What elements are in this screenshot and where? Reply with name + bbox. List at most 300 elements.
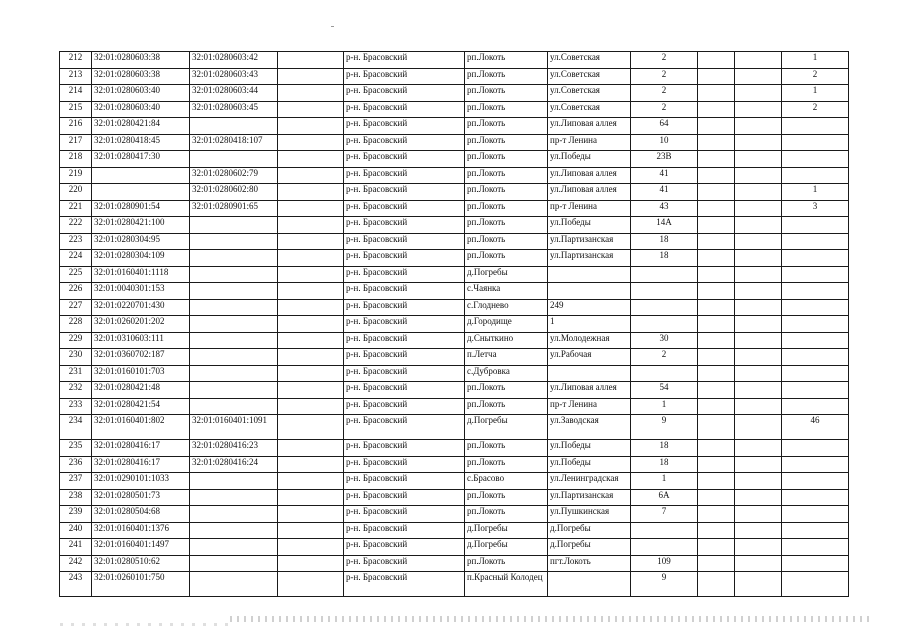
empty-cell	[735, 456, 782, 473]
row-number-cell: 232	[60, 382, 92, 399]
empty-cell	[698, 134, 735, 151]
table-row	[60, 85, 849, 102]
count-cell	[782, 506, 849, 523]
row-number-cell: 243	[60, 572, 92, 597]
settlement-cell: рп.Локоть	[465, 68, 548, 85]
cadastral-object-cell: 32:01:0280603:44	[190, 85, 278, 102]
row-number-cell: 235	[60, 440, 92, 457]
count-cell	[782, 217, 849, 234]
count-cell	[782, 398, 849, 415]
table-row	[60, 349, 849, 366]
street-cell: 1	[548, 316, 631, 333]
cadastral-parcel-cell: 32:01:0280603:40	[92, 101, 190, 118]
empty-cell	[735, 440, 782, 457]
district-cell: р-н. Брасовский	[344, 415, 465, 440]
empty-cell	[698, 167, 735, 184]
empty-cell	[735, 85, 782, 102]
empty-cell	[735, 332, 782, 349]
house-number-cell: 9	[631, 415, 698, 440]
table-row	[60, 200, 849, 217]
empty-cell	[278, 134, 344, 151]
district-cell: р-н. Брасовский	[344, 365, 465, 382]
table-row	[60, 52, 849, 69]
street-cell: ул.Партизанская	[548, 489, 631, 506]
row-number-cell: 213	[60, 68, 92, 85]
street-cell: пгт.Локоть	[548, 555, 631, 572]
street-cell	[548, 266, 631, 283]
cadastral-object-cell	[190, 398, 278, 415]
empty-cell	[735, 167, 782, 184]
table-row	[60, 522, 849, 539]
empty-cell	[698, 456, 735, 473]
row-number-cell: 216	[60, 118, 92, 135]
table-row	[60, 217, 849, 234]
cadastral-parcel-cell: 32:01:0260201:202	[92, 316, 190, 333]
cadastral-parcel-cell: 32:01:0280304:95	[92, 233, 190, 250]
cadastral-parcel-cell: 32:01:0280603:38	[92, 68, 190, 85]
cadastral-parcel-cell: 32:01:0280416:17	[92, 440, 190, 457]
settlement-cell: п.Летча	[465, 349, 548, 366]
table-row	[60, 233, 849, 250]
table-row	[60, 555, 849, 572]
house-number-cell: 1	[631, 398, 698, 415]
street-cell: ул.Советская	[548, 101, 631, 118]
empty-cell	[735, 217, 782, 234]
settlement-cell: с.Чаянка	[465, 283, 548, 300]
settlement-cell: рп.Локоть	[465, 506, 548, 523]
cadastral-object-cell	[190, 382, 278, 399]
street-cell: ул.Липовая аллея	[548, 382, 631, 399]
district-cell: р-н. Брасовский	[344, 200, 465, 217]
district-cell: р-н. Брасовский	[344, 332, 465, 349]
street-cell	[548, 572, 631, 597]
house-number-cell: 1	[631, 473, 698, 490]
empty-cell	[698, 555, 735, 572]
house-number-cell	[631, 539, 698, 556]
street-cell: ул.Советская	[548, 85, 631, 102]
district-cell: р-н. Брасовский	[344, 118, 465, 135]
row-number-cell: 237	[60, 473, 92, 490]
table-row	[60, 167, 849, 184]
count-cell	[782, 456, 849, 473]
cadastral-parcel-cell: 32:01:0280603:38	[92, 52, 190, 69]
district-cell: р-н. Брасовский	[344, 316, 465, 333]
cadastral-parcel-cell: 32:01:0280501:73	[92, 489, 190, 506]
cadastral-parcel-cell: 32:01:0280421:48	[92, 382, 190, 399]
house-number-cell: 41	[631, 167, 698, 184]
count-cell	[782, 555, 849, 572]
empty-cell	[278, 167, 344, 184]
house-number-cell: 109	[631, 555, 698, 572]
row-number-cell: 219	[60, 167, 92, 184]
street-cell: ул.Липовая аллея	[548, 167, 631, 184]
settlement-cell: рп.Локоть	[465, 489, 548, 506]
cadastral-object-cell	[190, 217, 278, 234]
count-cell	[782, 349, 849, 366]
empty-cell	[735, 299, 782, 316]
empty-cell	[735, 489, 782, 506]
house-number-cell: 30	[631, 332, 698, 349]
empty-cell	[698, 200, 735, 217]
empty-cell	[735, 522, 782, 539]
cadastral-parcel-cell: 32:01:0280417:30	[92, 151, 190, 168]
empty-cell	[698, 473, 735, 490]
empty-cell	[735, 365, 782, 382]
empty-cell	[735, 415, 782, 440]
cadastral-parcel-cell: 32:01:0280416:17	[92, 456, 190, 473]
street-cell: ул.Липовая аллея	[548, 184, 631, 201]
count-cell: 1	[782, 184, 849, 201]
street-cell: ул.Липовая аллея	[548, 118, 631, 135]
empty-cell	[698, 506, 735, 523]
empty-cell	[278, 382, 344, 399]
count-cell	[782, 266, 849, 283]
empty-cell	[278, 200, 344, 217]
cadastral-object-cell: 32:01:0160401:1091	[190, 415, 278, 440]
row-number-cell: 225	[60, 266, 92, 283]
row-number-cell: 222	[60, 217, 92, 234]
empty-cell	[278, 473, 344, 490]
row-number-cell: 233	[60, 398, 92, 415]
row-number-cell: 218	[60, 151, 92, 168]
house-number-cell: 2	[631, 101, 698, 118]
row-number-cell: 224	[60, 250, 92, 267]
table-row	[60, 398, 849, 415]
settlement-cell: рп.Локоть	[465, 398, 548, 415]
settlement-cell: рп.Локоть	[465, 200, 548, 217]
settlement-cell: п.Красный Колодец	[465, 572, 548, 597]
count-cell	[782, 473, 849, 490]
street-cell: д.Погребы	[548, 539, 631, 556]
empty-cell	[278, 118, 344, 135]
empty-cell	[698, 184, 735, 201]
count-cell	[782, 316, 849, 333]
count-cell	[782, 572, 849, 597]
empty-cell	[278, 316, 344, 333]
table-row	[60, 134, 849, 151]
district-cell: р-н. Брасовский	[344, 555, 465, 572]
empty-cell	[698, 489, 735, 506]
cadastral-parcel-cell: 32:01:0280504:68	[92, 506, 190, 523]
table-row	[60, 332, 849, 349]
table-row	[60, 184, 849, 201]
empty-cell	[278, 572, 344, 597]
settlement-cell: рп.Локоть	[465, 85, 548, 102]
row-number-cell: 241	[60, 539, 92, 556]
row-number-cell: 234	[60, 415, 92, 440]
district-cell: р-н. Брасовский	[344, 167, 465, 184]
house-number-cell: 2	[631, 68, 698, 85]
count-cell: 1	[782, 52, 849, 69]
cadastral-parcel-cell	[92, 184, 190, 201]
table-row	[60, 101, 849, 118]
table-row	[60, 151, 849, 168]
cadastral-parcel-cell: 32:01:0280901:54	[92, 200, 190, 217]
cadastral-object-cell	[190, 250, 278, 267]
street-cell: ул.Молодежная	[548, 332, 631, 349]
table-row	[60, 68, 849, 85]
empty-cell	[698, 539, 735, 556]
empty-cell	[698, 217, 735, 234]
district-cell: р-н. Брасовский	[344, 101, 465, 118]
empty-cell	[735, 250, 782, 267]
cadastral-object-cell	[190, 316, 278, 333]
street-cell: пр-т Ленина	[548, 200, 631, 217]
table-row	[60, 266, 849, 283]
street-cell: ул.Ленинградская	[548, 473, 631, 490]
cadastral-object-cell	[190, 555, 278, 572]
empty-cell	[698, 118, 735, 135]
empty-cell	[278, 456, 344, 473]
cadastral-object-cell: 32:01:0280603:45	[190, 101, 278, 118]
house-number-cell: 64	[631, 118, 698, 135]
count-cell	[782, 299, 849, 316]
empty-cell	[278, 250, 344, 267]
settlement-cell: д.Погребы	[465, 415, 548, 440]
table-row	[60, 539, 849, 556]
empty-cell	[698, 316, 735, 333]
table-row	[60, 415, 849, 440]
table-row	[60, 489, 849, 506]
register-body	[60, 52, 849, 597]
settlement-cell: с.Брасово	[465, 473, 548, 490]
cadastral-object-cell: 32:01:0280603:42	[190, 52, 278, 69]
empty-cell	[278, 440, 344, 457]
empty-cell	[278, 555, 344, 572]
cadastral-parcel-cell: 32:01:0280421:54	[92, 398, 190, 415]
settlement-cell: рп.Локоть	[465, 101, 548, 118]
count-cell	[782, 382, 849, 399]
empty-cell	[278, 365, 344, 382]
table-row	[60, 473, 849, 490]
district-cell: р-н. Брасовский	[344, 217, 465, 234]
house-number-cell: 41	[631, 184, 698, 201]
cadastral-object-cell	[190, 349, 278, 366]
cadastral-object-cell: 32:01:0280603:43	[190, 68, 278, 85]
empty-cell	[735, 52, 782, 69]
house-number-cell: 18	[631, 440, 698, 457]
settlement-cell: рп.Локоть	[465, 167, 548, 184]
street-cell	[548, 365, 631, 382]
count-cell	[782, 332, 849, 349]
house-number-cell: 9	[631, 572, 698, 597]
scan-speck	[331, 26, 334, 27]
district-cell: р-н. Брасовский	[344, 398, 465, 415]
cadastral-parcel-cell: 32:01:0160401:1497	[92, 539, 190, 556]
settlement-cell: рп.Локоть	[465, 250, 548, 267]
empty-cell	[735, 539, 782, 556]
empty-cell	[735, 68, 782, 85]
street-cell: ул.Партизанская	[548, 233, 631, 250]
cadastral-object-cell	[190, 332, 278, 349]
table-row	[60, 572, 849, 597]
cadastral-parcel-cell: 32:01:0040301:153	[92, 283, 190, 300]
empty-cell	[278, 266, 344, 283]
district-cell: р-н. Брасовский	[344, 52, 465, 69]
house-number-cell: 2	[631, 349, 698, 366]
cadastral-object-cell: 32:01:0280602:79	[190, 167, 278, 184]
empty-cell	[735, 473, 782, 490]
house-number-cell: 54	[631, 382, 698, 399]
cadastral-parcel-cell: 32:01:0160401:802	[92, 415, 190, 440]
cadastral-object-cell	[190, 233, 278, 250]
cadastral-object-cell	[190, 299, 278, 316]
empty-cell	[735, 151, 782, 168]
row-number-cell: 212	[60, 52, 92, 69]
house-number-cell	[631, 266, 698, 283]
row-number-cell: 238	[60, 489, 92, 506]
empty-cell	[735, 349, 782, 366]
empty-cell	[278, 233, 344, 250]
district-cell: р-н. Брасовский	[344, 506, 465, 523]
house-number-cell	[631, 522, 698, 539]
cadastral-parcel-cell: 32:01:0360702:187	[92, 349, 190, 366]
cadastral-object-cell	[190, 266, 278, 283]
street-cell: ул.Рабочая	[548, 349, 631, 366]
district-cell: р-н. Брасовский	[344, 250, 465, 267]
empty-cell	[735, 283, 782, 300]
empty-cell	[278, 415, 344, 440]
settlement-cell: д.Погребы	[465, 266, 548, 283]
house-number-cell: 2	[631, 52, 698, 69]
row-number-cell: 221	[60, 200, 92, 217]
street-cell: ул.Советская	[548, 68, 631, 85]
table-row	[60, 382, 849, 399]
street-cell: ул.Партизанская	[548, 250, 631, 267]
street-cell: пр-т Ленина	[548, 398, 631, 415]
street-cell: ул.Победы	[548, 440, 631, 457]
cadastral-parcel-cell: 32:01:0280603:40	[92, 85, 190, 102]
empty-cell	[698, 398, 735, 415]
table-row	[60, 118, 849, 135]
empty-cell	[698, 52, 735, 69]
settlement-cell: д.Городище	[465, 316, 548, 333]
street-cell: пр-т Ленина	[548, 134, 631, 151]
cadastral-object-cell	[190, 118, 278, 135]
row-number-cell: 231	[60, 365, 92, 382]
empty-cell	[698, 85, 735, 102]
cadastral-object-cell	[190, 151, 278, 168]
house-number-cell: 2	[631, 85, 698, 102]
cadastral-parcel-cell	[92, 167, 190, 184]
row-number-cell: 229	[60, 332, 92, 349]
empty-cell	[735, 316, 782, 333]
table-row	[60, 456, 849, 473]
row-number-cell: 226	[60, 283, 92, 300]
cadastral-parcel-cell: 32:01:0280421:100	[92, 217, 190, 234]
count-cell	[782, 134, 849, 151]
street-cell: 249	[548, 299, 631, 316]
table-row	[60, 316, 849, 333]
cadastral-parcel-cell: 32:01:0310603:111	[92, 332, 190, 349]
empty-cell	[278, 539, 344, 556]
count-cell	[782, 522, 849, 539]
count-cell	[782, 489, 849, 506]
table-row	[60, 365, 849, 382]
scan-artifact	[230, 616, 870, 622]
district-cell: р-н. Брасовский	[344, 266, 465, 283]
settlement-cell: рп.Локоть	[465, 52, 548, 69]
empty-cell	[698, 440, 735, 457]
row-number-cell: 214	[60, 85, 92, 102]
empty-cell	[735, 266, 782, 283]
empty-cell	[698, 332, 735, 349]
district-cell: р-н. Брасовский	[344, 184, 465, 201]
scan-artifact	[60, 623, 230, 626]
count-cell	[782, 167, 849, 184]
district-cell: р-н. Брасовский	[344, 473, 465, 490]
settlement-cell: рп.Локоть	[465, 440, 548, 457]
house-number-cell	[631, 316, 698, 333]
district-cell: р-н. Брасовский	[344, 572, 465, 597]
settlement-cell: рп.Локоть	[465, 217, 548, 234]
settlement-cell: рп.Локоть	[465, 382, 548, 399]
house-number-cell: 6А	[631, 489, 698, 506]
empty-cell	[278, 68, 344, 85]
street-cell: ул.Победы	[548, 217, 631, 234]
cadastral-object-cell: 32:01:0280602:80	[190, 184, 278, 201]
count-cell	[782, 233, 849, 250]
settlement-cell: с.Глоднево	[465, 299, 548, 316]
row-number-cell: 236	[60, 456, 92, 473]
street-cell: ул.Заводская	[548, 415, 631, 440]
count-cell	[782, 365, 849, 382]
empty-cell	[735, 398, 782, 415]
row-number-cell: 217	[60, 134, 92, 151]
cadastral-object-cell: 32:01:0280416:23	[190, 440, 278, 457]
settlement-cell: рп.Локоть	[465, 151, 548, 168]
settlement-cell: с.Дубровка	[465, 365, 548, 382]
empty-cell	[278, 184, 344, 201]
row-number-cell: 228	[60, 316, 92, 333]
empty-cell	[698, 415, 735, 440]
empty-cell	[735, 233, 782, 250]
house-number-cell: 10	[631, 134, 698, 151]
empty-cell	[735, 572, 782, 597]
empty-cell	[278, 101, 344, 118]
settlement-cell: рп.Локоть	[465, 456, 548, 473]
district-cell: р-н. Брасовский	[344, 299, 465, 316]
cadastral-parcel-cell: 32:01:0280510:62	[92, 555, 190, 572]
row-number-cell: 215	[60, 101, 92, 118]
cadastral-parcel-cell: 32:01:0280304:109	[92, 250, 190, 267]
district-cell: р-н. Брасовский	[344, 456, 465, 473]
row-number-cell: 242	[60, 555, 92, 572]
district-cell: р-н. Брасовский	[344, 539, 465, 556]
district-cell: р-н. Брасовский	[344, 151, 465, 168]
empty-cell	[698, 522, 735, 539]
empty-cell	[698, 382, 735, 399]
house-number-cell: 18	[631, 250, 698, 267]
cadastral-parcel-cell: 32:01:0160401:1118	[92, 266, 190, 283]
cadastral-object-cell: 32:01:0280418:107	[190, 134, 278, 151]
cadastral-parcel-cell: 32:01:0160101:703	[92, 365, 190, 382]
row-number-cell: 220	[60, 184, 92, 201]
empty-cell	[278, 398, 344, 415]
empty-cell	[698, 266, 735, 283]
settlement-cell: д.Погребы	[465, 539, 548, 556]
house-number-cell	[631, 299, 698, 316]
table-row	[60, 299, 849, 316]
empty-cell	[735, 200, 782, 217]
cadastral-parcel-cell: 32:01:0280421:84	[92, 118, 190, 135]
count-cell	[782, 151, 849, 168]
empty-cell	[278, 506, 344, 523]
row-number-cell: 240	[60, 522, 92, 539]
property-register-table	[59, 51, 849, 597]
district-cell: р-н. Брасовский	[344, 382, 465, 399]
table-row	[60, 506, 849, 523]
